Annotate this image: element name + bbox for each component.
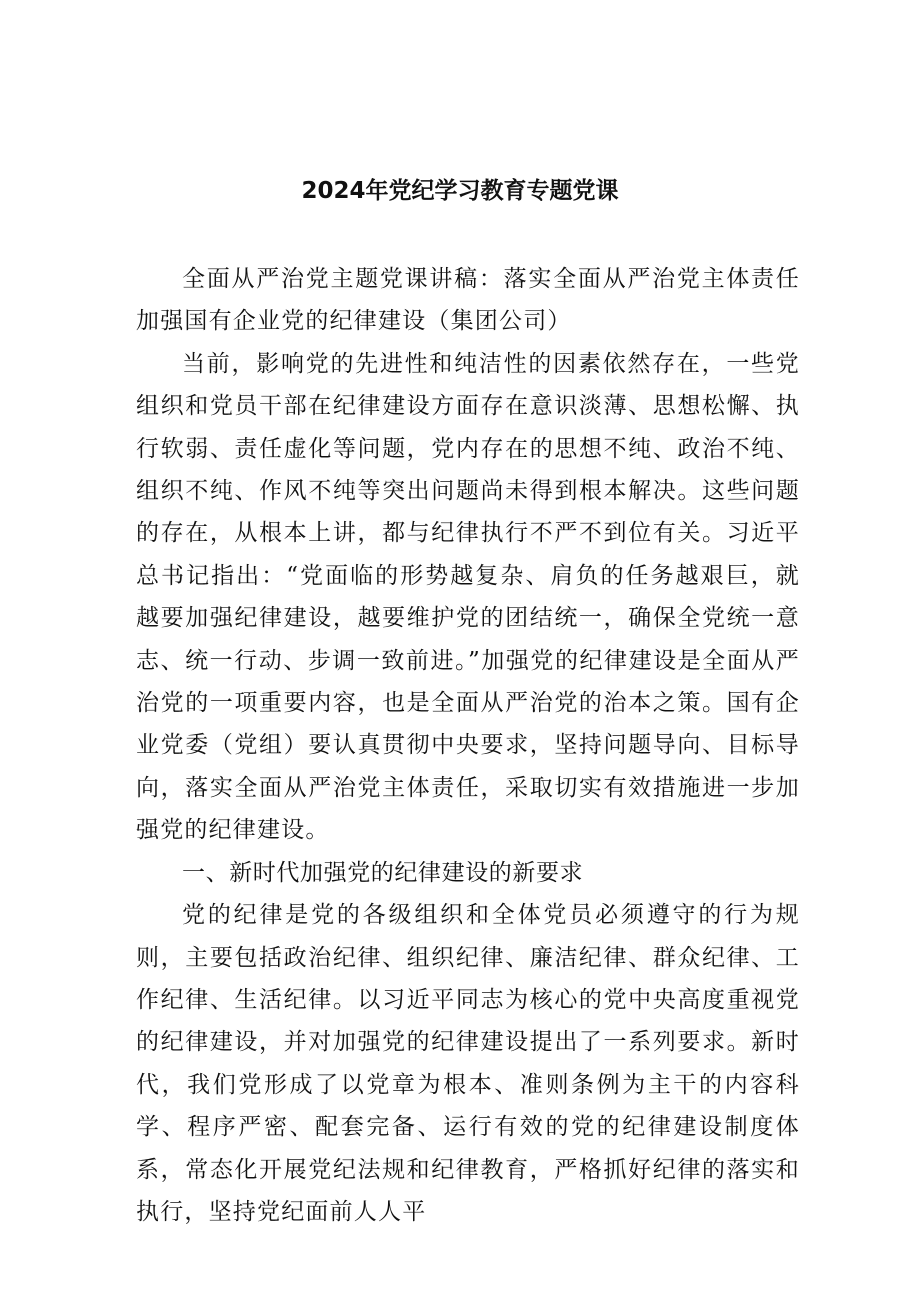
document-title: 2024年党纪学习教育专题党课	[301, 178, 619, 204]
document-body	[136, 258, 800, 1233]
document-subtitle: 全面从严治党主题党课讲稿：落实全面从严治党主体责任加强国有企业党的纪律建设（集团公司）	[136, 266, 800, 335]
section-paragraph: 党的纪律是党的各级组织和全体党员必须遵守的行为规则，主要包括政治纪律、组织纪律、廉洁纪律、群众纪律、工作纪律、生活纪律。以习近平同志为核心的党中央高度重视党的纪律建设，并对加强党的纪律建设提出了一系列要求。新时代，我们党形成了以党章为根本、准则条例为主干的内容科学、程序严密、配套完备、运行有效的党的纪律建设制度体系，常态化开展党纪法规和纪律教育，严格抓好纪律的落实和执行，坚持党纪面前人人平	[136, 902, 800, 1225]
section-heading: 一、新时代加强党的纪律建设的新要求	[182, 859, 584, 886]
body-paragraph: 当前，影响党的先进性和纯洁性的因素依然存在，一些党组织和党员干部在纪律建设方面存在意识淡薄、思想松懈、执行软弱、责任虚化等问题，党内存在的思想不纯、政治不纯、组织不纯、作风不纯等突出问题尚未得到根本解决。这些问题的存在，从根本上讲，都与纪律执行不严不到位有关。习近平总书记指出：“党面临的形势越复杂、肩负的任务越艰巨，就越要加强纪律建设，越要维护党的团结统一，确保全党统一意志、统一行动、步调一致前进。”加强党的纪律建设是全面从严治党的一项重要内容，也是全面从严治党的治本之策。国有企业党委（党组）要认真贯彻中央要求，坚持问题导向、目标导向，落实全面从严治党主体责任，采取切实有效措施进一步加强党的纪律建设。	[136, 350, 800, 844]
